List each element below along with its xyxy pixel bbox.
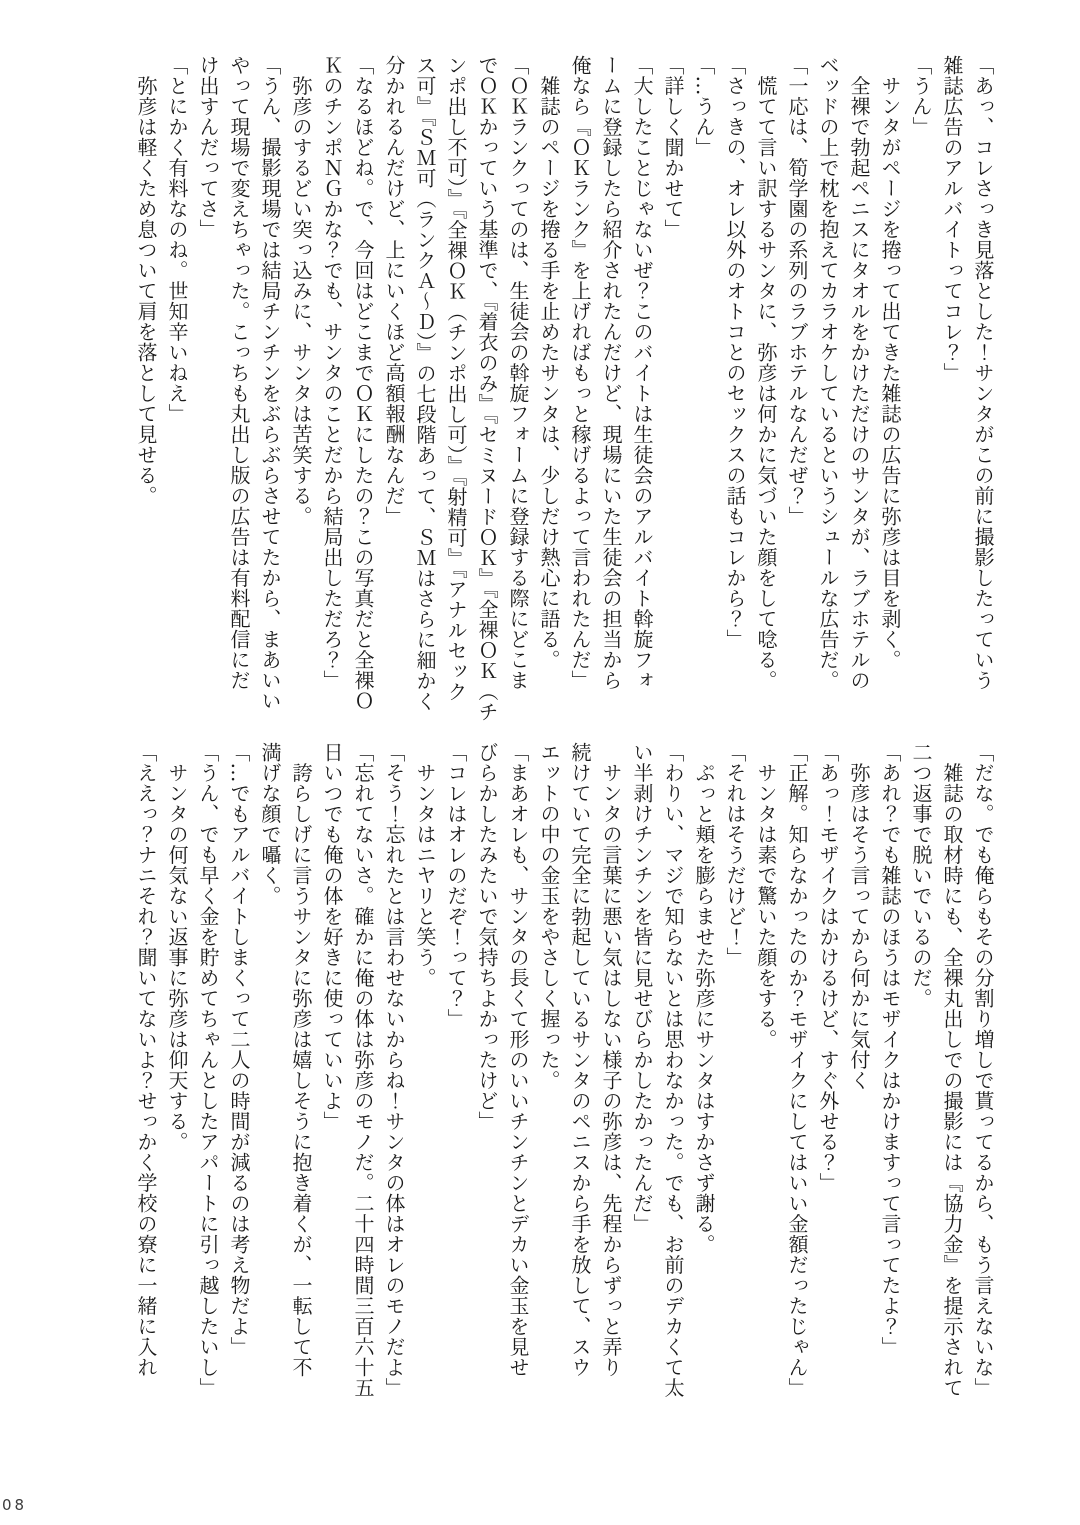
text-line: 雑誌広告のアルバイトってコレ？」 [940, 55, 964, 383]
text-line: 全裸で勃起ペニスにタオルをかけただけのサンタが、ラブホテルの [847, 55, 871, 691]
text-line: 「正解。知らなかったのか？モザイクにしてはいい金額だったじゃん」 [785, 742, 809, 1398]
text-line: サンタの言葉に悪い気はしない様子の弥彦は、先程からずっと弄り [599, 742, 623, 1378]
text-line: ぷっと頬を膨らませた弥彦にサンタはすかさず謝る。 [692, 742, 716, 1255]
text-line: ンポ出し不可）』『全裸ＯＫ（チンポ出し可）』『射精可』『アナルセック [444, 55, 468, 702]
text-line: ベッドの上で枕を抱えてカラオケしているというシュールな広告だ。 [816, 55, 840, 691]
text-line: い半剥けチンチンを皆に見せびらかしたかったんだ」 [630, 742, 654, 1234]
text-line: 日いつでも俺の体を好きに使っていいよ」 [320, 742, 344, 1132]
text-line: 「忘れてないさ。確かに俺の体は弥彦のモノだ。二十四時間三百六十五 [351, 742, 375, 1398]
text-line: 「うん」 [909, 55, 933, 137]
text-line: 「…でもアルバイトしまくって二人の時間が減るのは考え物だよ」 [227, 742, 251, 1357]
page-number: 08 [2, 1496, 28, 1514]
text-line: 「わりい、マジで知らないとは思わなかった。でも、お前のデカくて太 [661, 742, 685, 1398]
text-line: 「それはそうだけど！」 [723, 742, 747, 968]
text-line: 「うん、でも早く金を貯めてちゃんとしたアパートに引っ越したいし」 [196, 742, 220, 1398]
text-line: 「一応は、筍学園の系列のラブホテルなんだぜ？」 [785, 55, 809, 527]
text-line: 雑誌のページを捲る手を止めたサンタは、少しだけ熱心に語る。 [537, 55, 561, 670]
text-line: 続けていて完全に勃起しているサンタのペニスから手を放して、スウ [568, 742, 592, 1378]
text-line: 慌てて言い訳するサンタに、弥彦は何かに気づいた顔をして唸る。 [754, 55, 778, 691]
text-line: ス可』『ＳＭ可（ランクＡ～Ｄ）』の七段階あって、ＳＭはさらに細かく [413, 55, 437, 712]
text-line: 「うん、撮影現場では結局チンチンをぶらぶらさせてたから、まあいい [258, 55, 282, 711]
text-line: 「ええっ？ナニそれ？聞いてないよ？せっかく学校の寮に一緒に入れ [134, 742, 158, 1378]
text-line: 「だな。でも俺らもその分割り増しで貰ってるから、もう言えないな」 [971, 742, 995, 1398]
text-line: 「あっ、コレさっき見落とした！サンタがこの前に撮影したっていう [971, 55, 995, 691]
text-line: け出すんだってさ」 [196, 55, 220, 240]
text-line: 「そう！忘れたとは言わせないからね！サンタの体はオレのモノだよ」 [382, 742, 406, 1398]
top-text-block [130, 55, 998, 722]
text-line: サンタは素で驚いた顔をする。 [754, 742, 778, 1050]
text-line: 雑誌の取材時にも、全裸丸出しでの撮影には『協力金』を提示されて [940, 742, 964, 1398]
text-line: 「大したことじゃないぜ？このバイトは生徒会のアルバイト斡旋フォ [630, 55, 654, 691]
text-line: 二つ返事で脱いでいるのだ。 [909, 742, 933, 1009]
text-line: 弥彦のするどい突っ込みに、サンタは苦笑する。 [289, 55, 313, 527]
text-line: びらかしたみたいで気持ちよかったけど」 [475, 742, 499, 1132]
text-line: 弥彦は軽くため息ついて肩を落として見せる。 [134, 55, 158, 506]
text-line: やって現場で変えちゃった。こっちも丸出し版の広告は有料配信にだ [227, 55, 251, 691]
text-line: 分かれるんだけど、上にいくほど高額報酬なんだ」 [382, 55, 406, 527]
text-line: サンタがページを捲って出てきた雑誌の広告に弥彦は目を剥く。 [878, 55, 902, 670]
text-line: エットの中の金玉をやさしく握った。 [537, 742, 561, 1091]
text-line: 「詳しく聞かせて」 [661, 55, 685, 240]
text-line: 「あっ！モザイクはかけるけど、すぐ外せる？」 [816, 742, 840, 1193]
text-line: 「ＯＫランクってのは、生徒会の斡旋フォームに登録する際にどこま [506, 55, 530, 691]
text-line: ＫのチンポＮＧかな？でも、サンタのことだから結局出しただろ？」 [320, 55, 344, 691]
text-line: サンタの何気ない返事に弥彦は仰天する。 [165, 742, 189, 1152]
text-line: 「まあオレも、サンタの長くて形のいいチンチンとデカい金玉を見せ [506, 742, 530, 1378]
text-line: 弥彦はそう言ってから何かに気付く [847, 742, 871, 1091]
text-line: 「…うん」 [692, 55, 716, 158]
text-line: 「あれ？でも雑誌のほうはモザイクはかけますって言ってたよ？」 [878, 742, 902, 1357]
text-line: 「コレはオレのだぞ！って？」 [444, 742, 468, 1029]
text-line: 「とにかく有料なのね。世知辛いねえ」 [165, 55, 189, 424]
text-line: 「なるほどね。で、今回はどこまでＯＫにしたの？この写真だと全裸Ｏ [351, 55, 375, 711]
text-line: でＯＫかっていう基準で、『着衣のみ』『セミヌードＯＫ』『全裸ＯＫ（チ [475, 55, 499, 722]
text-line: サンタはニヤリと笑う。 [413, 742, 437, 988]
text-line: ームに登録したら紹介されたんだけど、現場にいた生徒会の担当から [599, 55, 623, 691]
text-line: 誇らしげに言うサンタに弥彦は嬉しそうに抱き着くが、一転して不 [289, 742, 313, 1378]
text-line: 満げな顔で囁く。 [258, 742, 282, 906]
bottom-text-block [130, 742, 998, 1400]
text-line: 「さっきの、オレ以外のオトコとのセックスの話もコレから？」 [723, 55, 747, 650]
text-line: 俺なら『ＯＫランク』を上げればもっと稼げるよって言われたんだ」 [568, 55, 592, 691]
